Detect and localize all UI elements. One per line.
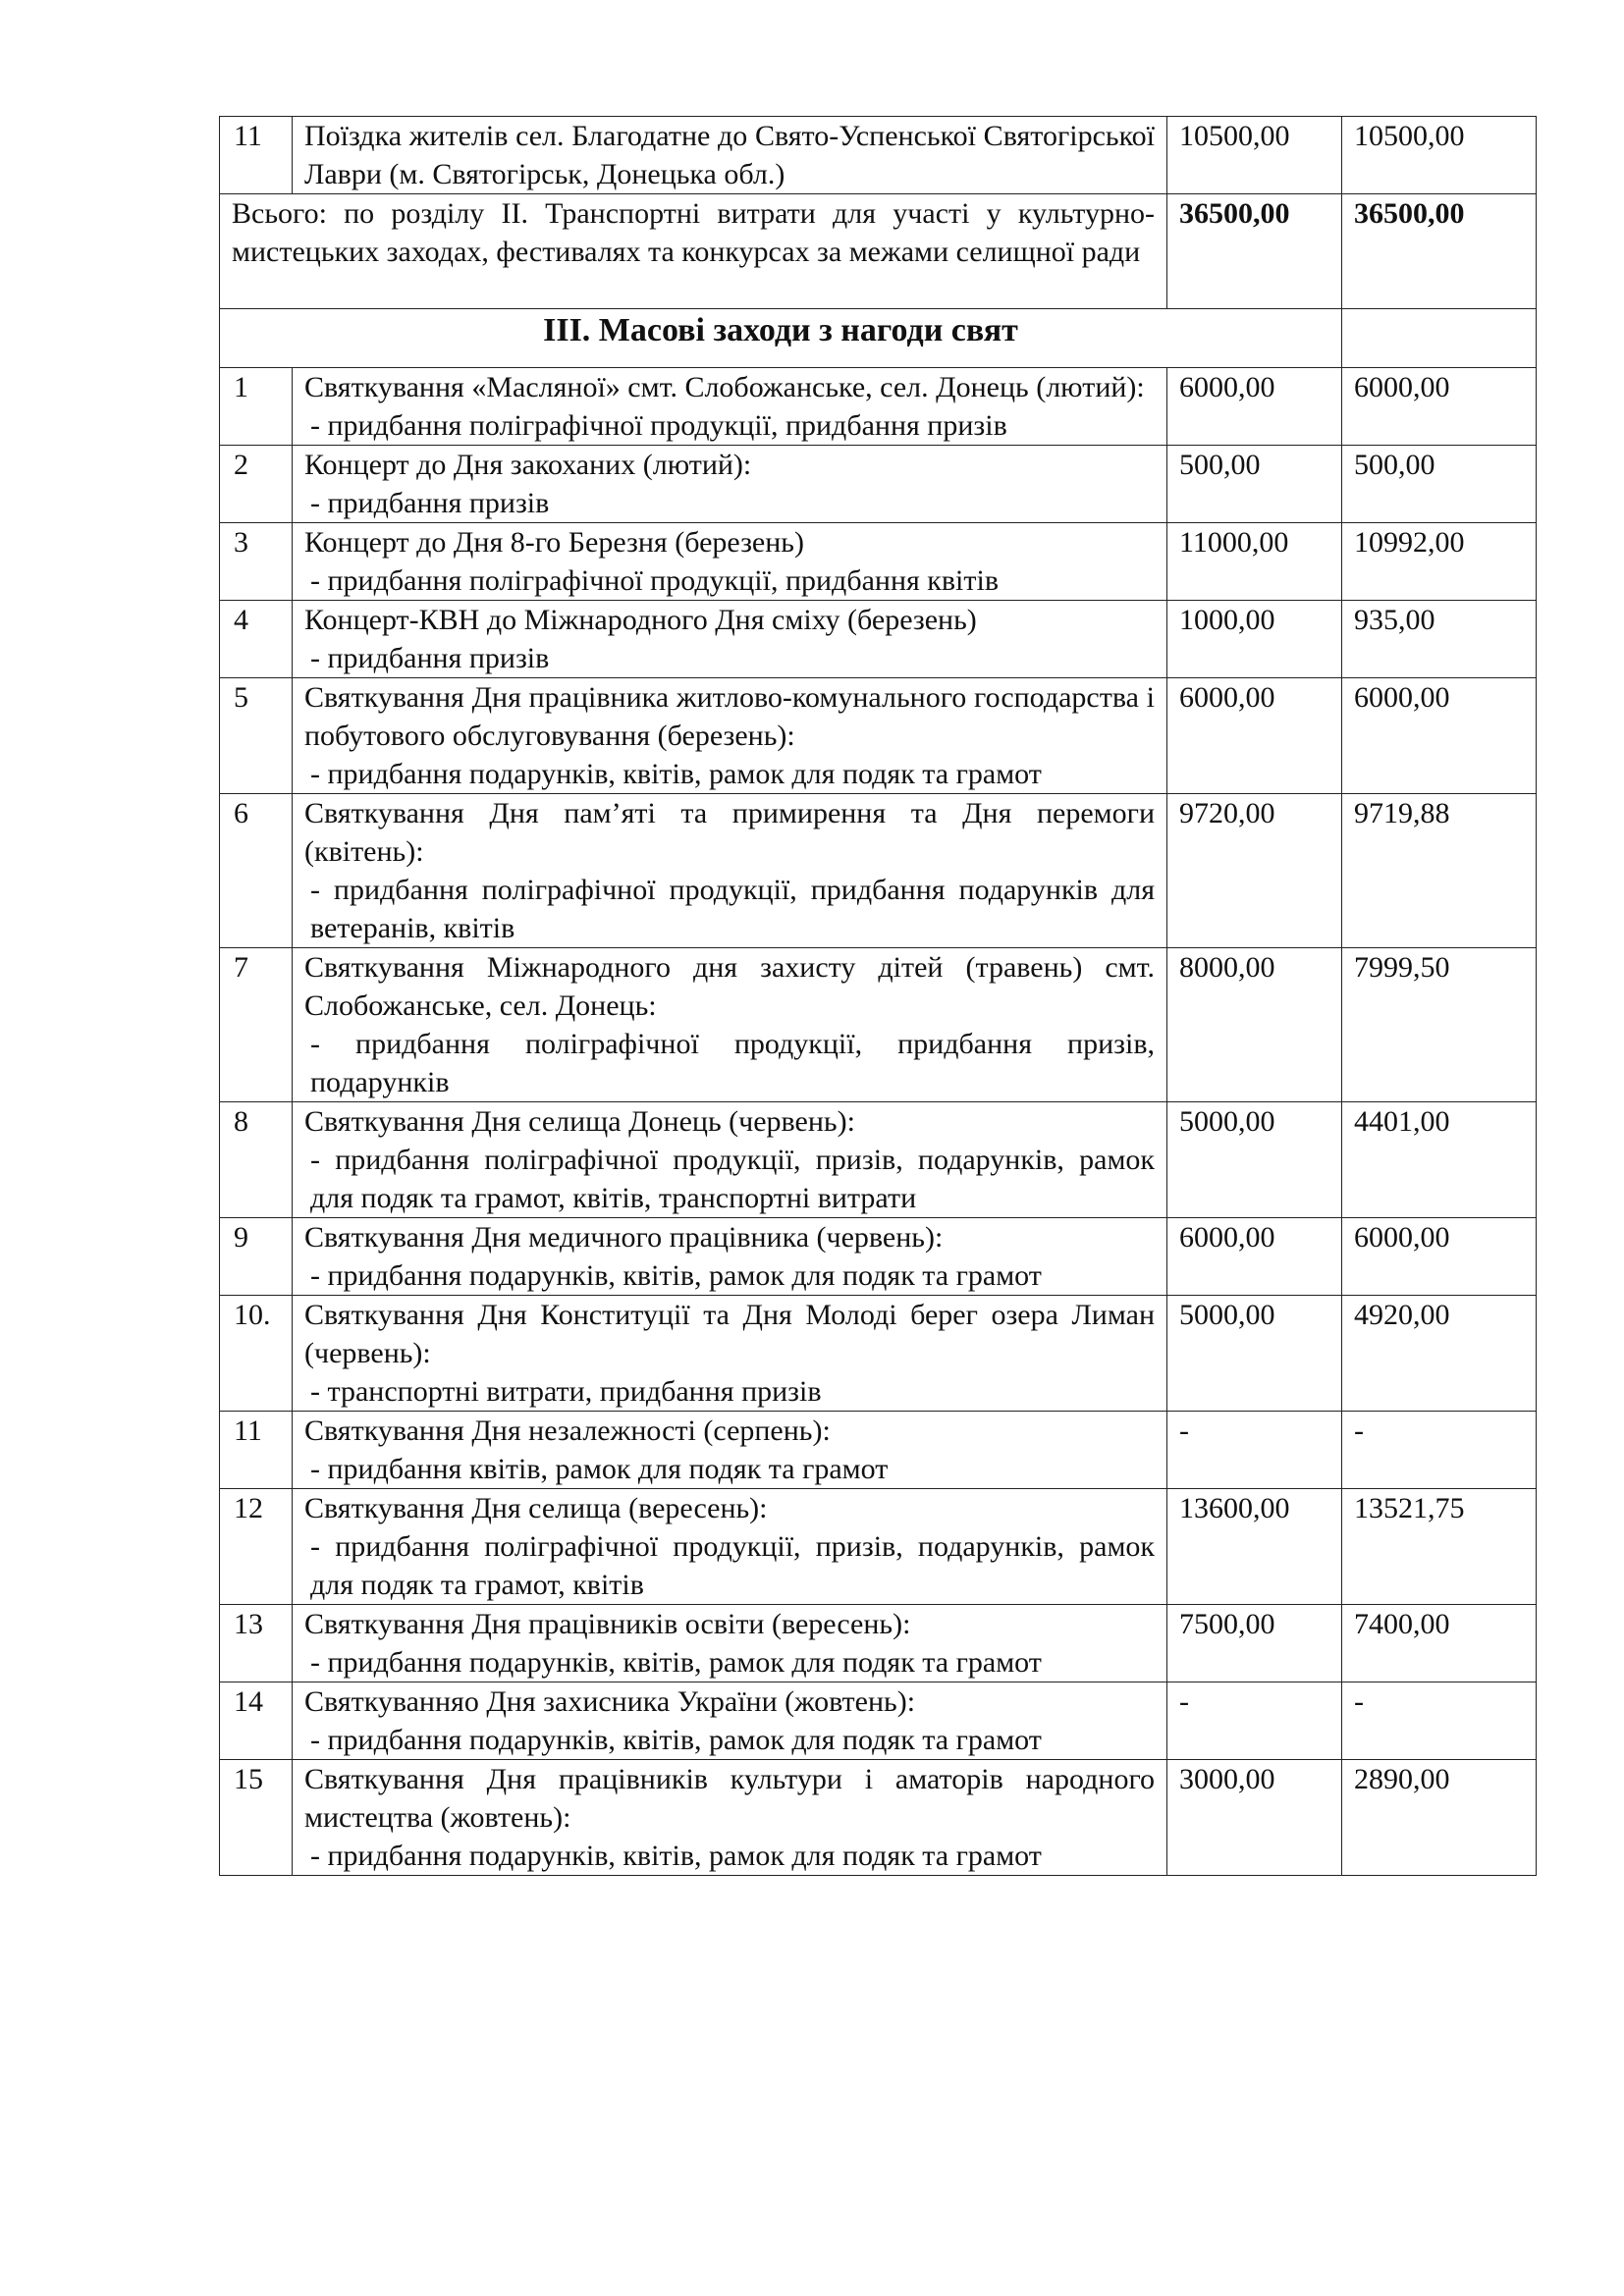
planned-amount: 6000,00 [1167, 1218, 1342, 1296]
row-title: Святкування Дня селища (вересень): [304, 1492, 768, 1524]
actual-amount: 6000,00 [1342, 368, 1537, 446]
planned-amount: 8000,00 [1167, 948, 1342, 1102]
actual-amount: 10992,00 [1342, 523, 1537, 601]
row-detail: - придбання подарунків, квітів, рамок для подяк та грамот [310, 1646, 1042, 1679]
row-detail: - придбання поліграфічної продукції, придбання призів, подарунків [310, 1028, 1155, 1098]
table-row [220, 601, 1537, 678]
row-detail: - придбання квітів, рамок для подяк та грамот [310, 1453, 889, 1485]
row-description [293, 1760, 1167, 1876]
row-description [293, 794, 1167, 948]
row-title: Святкування Дня незалежності (серпень): [304, 1415, 831, 1447]
table-row [220, 523, 1537, 601]
row-description [293, 1489, 1167, 1605]
row-number: 9 [220, 1218, 293, 1296]
table-row [220, 1412, 1537, 1489]
row-title: Концерт до Дня 8-го Березня (березень) [304, 526, 804, 559]
row-number: 11 [220, 117, 293, 194]
actual-amount: 935,00 [1342, 601, 1537, 678]
row-description [293, 1412, 1167, 1489]
planned-amount: - [1167, 1682, 1342, 1760]
row-description [293, 117, 1167, 194]
row-number: 8 [220, 1102, 293, 1218]
row-description [293, 1218, 1167, 1296]
planned-amount: 5000,00 [1167, 1296, 1342, 1412]
row-title: Святкування Дня працівника житлово-комунального господарства і побутового обслуговування (березень): [304, 681, 1155, 752]
actual-amount: 4920,00 [1342, 1296, 1537, 1412]
row-description [293, 1682, 1167, 1760]
actual-amount: - [1342, 1412, 1537, 1489]
row-description [293, 601, 1167, 678]
row-detail: - придбання поліграфічної продукції, придбання квітів [310, 564, 999, 597]
table-row [220, 1760, 1537, 1876]
table-row [220, 1218, 1537, 1296]
table-body-section3 [220, 368, 1537, 1876]
table-row [220, 117, 1537, 194]
row-number: 12 [220, 1489, 293, 1605]
table-row [220, 1102, 1537, 1218]
actual-amount: 13521,75 [1342, 1489, 1537, 1605]
planned-amount: 500,00 [1167, 446, 1342, 523]
row-detail: - придбання подарунків, квітів, рамок для подяк та грамот [310, 758, 1042, 790]
row-detail: - придбання поліграфічної продукції, придбання подарунків для ветеранів, квітів [310, 874, 1155, 944]
row-title: Святкування Дня селища Донець (червень): [304, 1105, 855, 1138]
planned-amount: 1000,00 [1167, 601, 1342, 678]
row-description [293, 446, 1167, 523]
actual-amount: - [1342, 1682, 1537, 1760]
planned-amount: 3000,00 [1167, 1760, 1342, 1876]
row-number: 15 [220, 1760, 293, 1876]
planned-amount: 11000,00 [1167, 523, 1342, 601]
actual-amount: 7999,50 [1342, 948, 1537, 1102]
row-detail: - придбання призів [310, 642, 550, 674]
row-number: 2 [220, 446, 293, 523]
table-body-section2 [220, 117, 1537, 368]
row-number: 1 [220, 368, 293, 446]
total-planned-amount: 36500,00 [1167, 194, 1342, 309]
row-description [293, 1605, 1167, 1682]
actual-amount: 9719,88 [1342, 794, 1537, 948]
section-title: III. Масові заходи з нагоди свят [220, 309, 1342, 368]
row-detail: - придбання поліграфічної продукції, придбання призів [310, 409, 1007, 442]
table-row [220, 1489, 1537, 1605]
row-number: 6 [220, 794, 293, 948]
table-row [220, 1682, 1537, 1760]
row-title: Святкуванняо Дня захисника України (жовтень): [304, 1685, 916, 1718]
row-title: Святкування Дня пам’яті та примирення та Дня перемоги (квітень): [304, 797, 1155, 868]
row-description [293, 1102, 1167, 1218]
total-label: Всього: по розділу II. Транспортні витрати для участі у культурно-мистецьких заходах, фестивалях та конкурсах за межами селищної ради [220, 194, 1167, 309]
table-row [220, 678, 1537, 794]
actual-amount: 6000,00 [1342, 1218, 1537, 1296]
row-number: 5 [220, 678, 293, 794]
actual-amount: 500,00 [1342, 446, 1537, 523]
row-description [293, 368, 1167, 446]
row-number: 7 [220, 948, 293, 1102]
row-title: Поїздка жителів сел. Благодатне до Свято-Успенської Святогірської Лаври (м. Святогірськ, Донецька обл.) [304, 120, 1155, 190]
planned-amount: 5000,00 [1167, 1102, 1342, 1218]
planned-amount: 7500,00 [1167, 1605, 1342, 1682]
actual-amount: 6000,00 [1342, 678, 1537, 794]
row-number: 14 [220, 1682, 293, 1760]
table-row [220, 446, 1537, 523]
table-row [220, 368, 1537, 446]
row-title: Святкування Міжнародного дня захисту дітей (травень) смт. Слобожанське, сел. Донець: [304, 951, 1155, 1022]
actual-amount: 2890,00 [1342, 1760, 1537, 1876]
row-detail: - транспортні витрати, придбання призів [310, 1375, 822, 1408]
actual-amount: 7400,00 [1342, 1605, 1537, 1682]
section-heading-row [220, 309, 1537, 368]
table-row [220, 794, 1537, 948]
row-detail: - придбання поліграфічної продукції, призів, подарунків, рамок для подяк та грамот, квітів [310, 1530, 1155, 1601]
row-detail: - придбання подарунків, квітів, рамок для подяк та грамот [310, 1259, 1042, 1292]
row-title: Святкування Дня працівників освіти (вересень): [304, 1608, 911, 1640]
row-detail: - придбання призів [310, 487, 550, 519]
budget-document [219, 116, 1536, 1876]
row-number: 10. [220, 1296, 293, 1412]
section-heading-empty-cell [1342, 309, 1537, 368]
table-row [220, 1605, 1537, 1682]
row-description [293, 678, 1167, 794]
row-number: 11 [220, 1412, 293, 1489]
row-title: Святкування Дня Конституції та Дня Молоді берег озера Лиман (червень): [304, 1299, 1155, 1369]
table-row [220, 1296, 1537, 1412]
actual-amount: 10500,00 [1342, 117, 1537, 194]
row-title: Концерт до Дня закоханих (лютий): [304, 449, 752, 481]
planned-amount: 9720,00 [1167, 794, 1342, 948]
row-title: Святкування «Масляної» смт. Слобожанське, сел. Донець (лютий): [304, 371, 1145, 403]
budget-table [219, 116, 1537, 1876]
planned-amount: 6000,00 [1167, 368, 1342, 446]
actual-amount: 4401,00 [1342, 1102, 1537, 1218]
row-title: Святкування Дня працівників культури і аматорів народного мистецтва (жовтень): [304, 1763, 1155, 1834]
total-actual-amount: 36500,00 [1342, 194, 1537, 309]
row-detail: - придбання подарунків, квітів, рамок для подяк та грамот [310, 1724, 1042, 1756]
row-number: 13 [220, 1605, 293, 1682]
planned-amount: - [1167, 1412, 1342, 1489]
row-number: 4 [220, 601, 293, 678]
planned-amount: 10500,00 [1167, 117, 1342, 194]
row-description [293, 523, 1167, 601]
row-description [293, 1296, 1167, 1412]
total-row [220, 194, 1537, 309]
row-detail: - придбання поліграфічної продукції, призів, подарунків, рамок для подяк та грамот, квітів, транспортні витрати [310, 1144, 1155, 1214]
table-row [220, 948, 1537, 1102]
row-detail: - придбання подарунків, квітів, рамок для подяк та грамот [310, 1840, 1042, 1872]
row-number: 3 [220, 523, 293, 601]
planned-amount: 13600,00 [1167, 1489, 1342, 1605]
row-title: Святкування Дня медичного працівника (червень): [304, 1221, 944, 1254]
row-title: Концерт-КВН до Міжнародного Дня сміху (березень) [304, 604, 977, 636]
row-description [293, 948, 1167, 1102]
planned-amount: 6000,00 [1167, 678, 1342, 794]
